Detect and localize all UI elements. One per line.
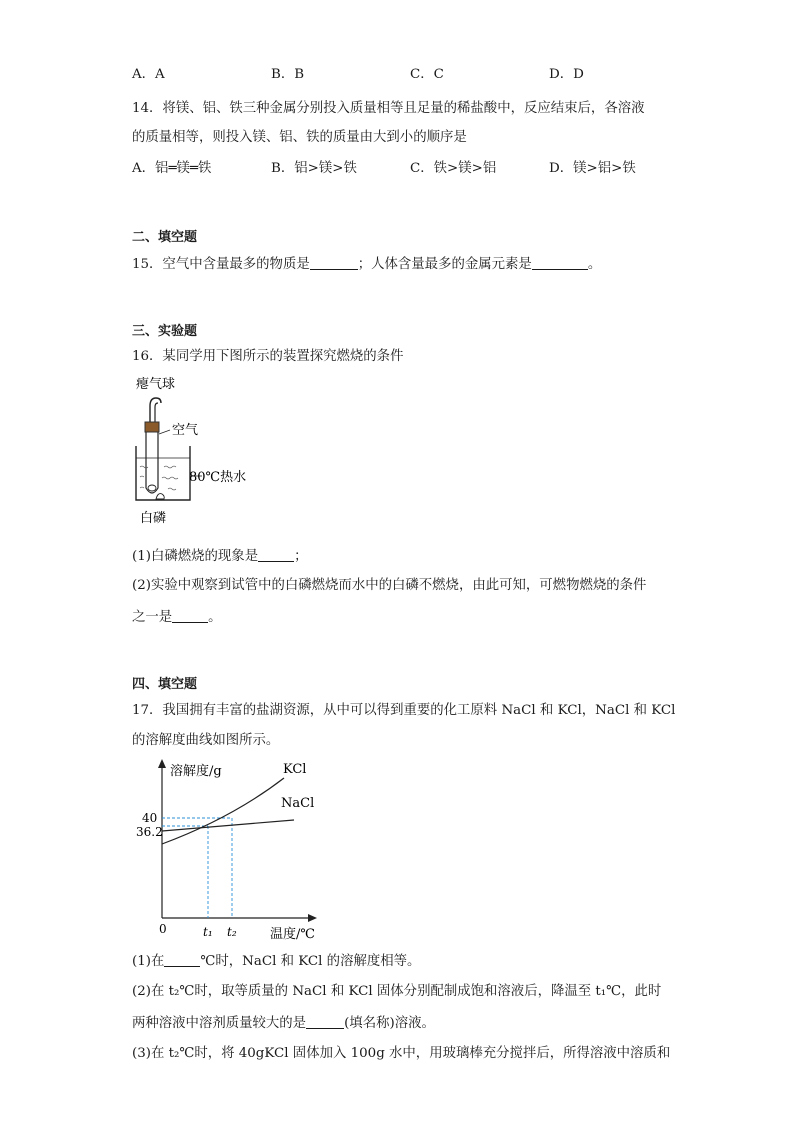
q13-option-a: A．A: [132, 67, 165, 82]
q15-part3: 。: [587, 257, 602, 272]
q14-option-a: A．铝═镁═铁: [132, 161, 212, 176]
q15-text: [132, 255, 601, 274]
test-tube: [146, 432, 158, 493]
q17-part2-end: (填名称)溶液。: [344, 1016, 435, 1031]
series-line-nacl: [162, 820, 294, 831]
q16-part2-end: 。: [208, 610, 222, 625]
x-axis-arrow: [308, 914, 317, 922]
q17-blank-1[interactable]: [164, 952, 200, 967]
phosphorus-in-water: [156, 494, 164, 499]
y-tick-label-40: 40: [142, 811, 158, 825]
q17-part1: [132, 952, 420, 971]
combustion-apparatus-figure: [128, 372, 268, 532]
q15-part2: ；人体含量最多的金属元素是: [357, 257, 532, 272]
section-heading-fill-blank-1: 二、填空题: [132, 230, 198, 245]
q16-stem: 16．某同学用下图所示的装置探究燃烧的条件: [132, 349, 404, 364]
section-heading-experiment: 三、实验题: [132, 324, 198, 339]
label-white-phosphorus: 白磷: [140, 511, 167, 526]
q17-stem-line1: 17．我国拥有丰富的盐湖资源，从中可以得到重要的化工原料 NaCl 和 KCl，NaCl 和 KCl: [132, 703, 676, 718]
x-tick-label-t1: t₁: [203, 925, 213, 939]
q14-option-b: B．铝>镁>铁: [271, 161, 357, 176]
q17-blank-2[interactable]: [306, 1014, 344, 1029]
q17-stem-line2: 的溶解度曲线如图所示。: [132, 733, 280, 748]
series-label-nacl: NaCl: [281, 796, 315, 811]
q16-part2-line1: (2)实验中观察到试管中的白磷燃烧而水中的白磷不燃烧，由此可知，可燃物燃烧的条件: [132, 578, 647, 593]
q17-part2-line2: [132, 1014, 435, 1033]
q14-stem-line2: 的质量相等，则投入镁、铝、铁的质量由大到小的顺序是: [132, 130, 467, 145]
q13-option-b: B．B: [271, 67, 305, 82]
q16-blank-2[interactable]: [172, 608, 208, 623]
q17-part3-line1: (3)在 t₂℃时，将 40gKCl 固体加入 100g 水中，用玻璃棒充分搅拌后，所得溶液中溶质和: [132, 1046, 671, 1061]
label-balloon: 瘪气球: [136, 377, 176, 392]
q14-stem-line1: 14．将镁、铝、铁三种金属分别投入质量相等且足量的稀盐酸中，反应结束后，各溶液: [132, 101, 645, 116]
label-air: 空气: [172, 423, 199, 438]
y-axis-arrow: [158, 759, 166, 768]
section-heading-fill-blank-2: 四、填空题: [132, 677, 198, 692]
beaker: [136, 446, 190, 500]
q16-part2-line2: [132, 608, 222, 627]
solubility-curve-chart: [132, 756, 332, 946]
rubber-stopper: [145, 422, 159, 432]
q13-option-c: C．C: [410, 67, 444, 82]
y-axis-label: 溶解度/g: [170, 764, 222, 779]
label-hot-water: 80℃热水: [189, 470, 247, 485]
x-tick-label-t2: t₂: [227, 925, 237, 939]
series-label-kcl: KCl: [283, 762, 307, 777]
q15-blank-1[interactable]: [310, 255, 358, 270]
q14-option-c: C．铁>镁>铝: [410, 161, 497, 176]
q15-blank-2[interactable]: [532, 255, 588, 270]
series-line-kcl: [162, 778, 284, 844]
q15-part1: 15．空气中含量最多的物质是: [132, 257, 310, 272]
q13-option-d: D．D: [549, 67, 584, 82]
q17-part1-text: (1)在: [132, 954, 165, 969]
q16-part1-text: (1)白磷燃烧的现象是: [132, 549, 259, 564]
phosphorus-in-tube: [148, 485, 156, 491]
q16-part1: [132, 547, 307, 566]
q16-blank-1[interactable]: [258, 547, 294, 562]
q17-part2-line1: (2)在 t₂℃时，取等质量的 NaCl 和 KCl 固体分别配制成饱和溶液后，降温至 t₁℃，此时: [132, 984, 662, 999]
q16-part2-text: 之一是: [132, 610, 173, 625]
origin-label: 0: [159, 922, 167, 936]
q17-part1-end: ℃时，NaCl 和 KCl 的溶解度相等。: [200, 954, 421, 969]
q17-part2-text: 两种溶液中溶剂质量较大的是: [132, 1016, 307, 1031]
y-tick-label-36-2: 36.2: [136, 825, 163, 839]
q16-part1-end: ；: [294, 549, 308, 564]
q14-option-d: D．镁>铝>铁: [549, 161, 636, 176]
x-axis-label: 温度/℃: [270, 927, 315, 942]
